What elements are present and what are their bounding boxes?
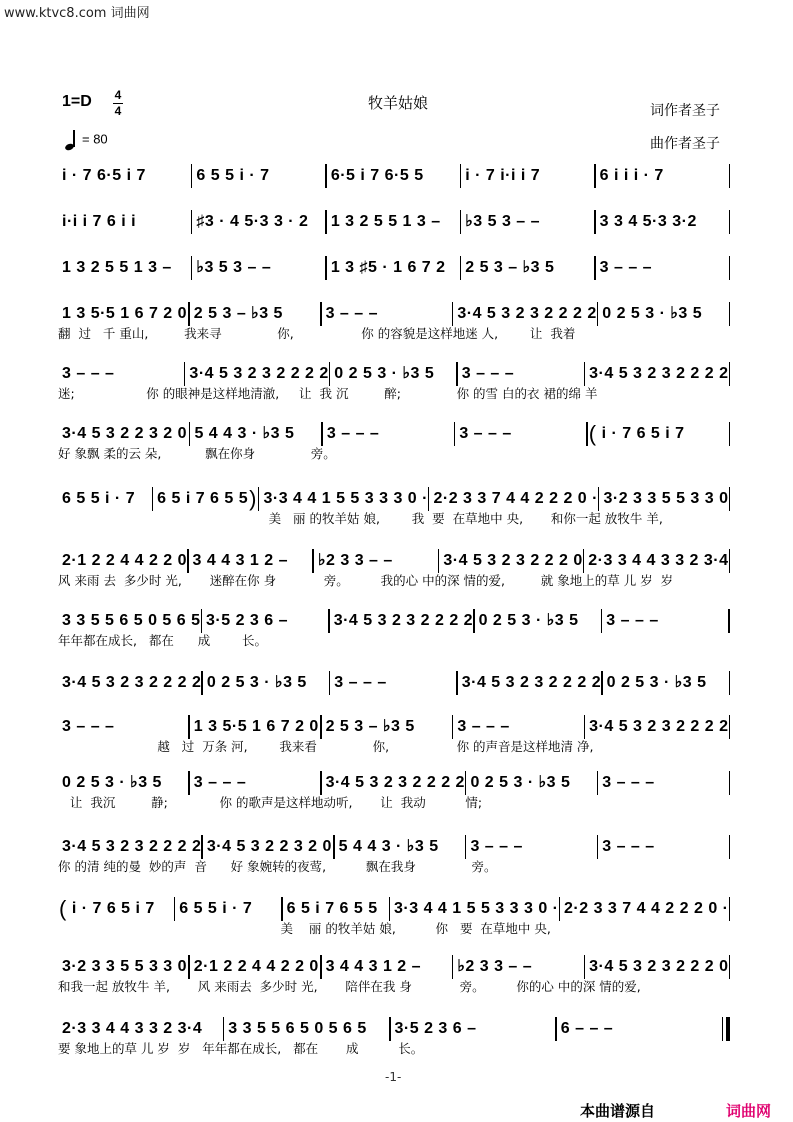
song-title: 牧羊姑娘 — [368, 94, 429, 112]
measure: 6 5 5 i · 7 — [196, 167, 270, 184]
notation-line — [58, 772, 730, 794]
notation-line — [58, 423, 730, 445]
measure: 2·1 2 2 4 4 2 2 0 — [193, 958, 319, 975]
repeat-open-paren: ( — [59, 896, 67, 921]
barline — [729, 715, 731, 739]
measure: 1 3 5·5 1 6 7 2 0 — [193, 718, 319, 735]
measure: 3·4 5 3 2 2 3 2 0 — [62, 425, 188, 442]
repeat-open-paren: ( — [588, 421, 597, 446]
barline — [729, 302, 731, 326]
measure: i · 7 i·i i 7 — [465, 167, 541, 184]
measure: 3·4 5 3 2 3 2 2 2 2 — [461, 674, 602, 691]
measure: i · 7 6 5 i 7 — [601, 425, 685, 442]
barline — [729, 671, 731, 695]
measure: 0 2 5 3 · ♭3 5 — [602, 305, 703, 322]
notation-line — [58, 257, 730, 279]
barline — [729, 256, 731, 280]
lyrics-line: 你 的清 纯的曼 妙的声 音 好 象婉转的夜莺, 飘在我身 旁。 — [58, 859, 497, 874]
time-signature-top: 4 — [114, 88, 122, 102]
lyrics-line: 迷; 你 的眼神是这样地清澈, 让 我 沉 醉; 你 的雪 白的衣 裙的绵 羊 — [58, 386, 598, 401]
barline — [729, 771, 731, 795]
barline — [729, 487, 731, 511]
site-watermark: www.ktvc8.com 词曲网 — [4, 6, 150, 21]
barline — [729, 210, 731, 234]
measure: 1 3 2 5 5 1 3 – — [62, 259, 172, 276]
measure: 2·3 3 4 4 3 3 2 3·4 — [62, 1020, 203, 1037]
notation-line — [58, 716, 730, 738]
lyrics-line: 风 来雨 去 多少时 光, 迷醉在你 身 旁。 我的心 中的深 情的爱, 就 象地上的草 儿 岁 岁 — [58, 573, 674, 588]
measure: 6 5 5 i · 7 — [179, 900, 253, 917]
composer: 曲作者圣子 — [650, 136, 720, 152]
measure: 0 2 5 3 · ♭3 5 — [606, 674, 707, 691]
measure: ♯3 · 4 5·3 3 · 2 — [196, 213, 309, 230]
measure: 1 3 2 5 5 1 3 – — [330, 213, 441, 230]
score-row — [58, 363, 730, 403]
measure: 3 3 5 5 6 5 0 5 6 5 — [228, 1020, 367, 1037]
measure: 3·4 5 3 2 3 2 2 2 0 — [589, 958, 729, 975]
measure: 6·5 i 7 6·5 5 — [330, 167, 424, 184]
measure: 0 2 5 3 · ♭3 5 — [62, 774, 162, 791]
measure: 0 2 5 3 · ♭3 5 — [470, 774, 571, 791]
measure: 0 2 5 3 · ♭3 5 — [478, 612, 579, 629]
barline — [729, 835, 731, 859]
measure: 6 – – – — [560, 1020, 614, 1037]
measure: 3 – – – — [602, 774, 655, 791]
score-row — [58, 956, 730, 996]
repeat-close-paren: ) — [249, 486, 257, 511]
measure: 6 5 i 7 6 5 5 — [157, 490, 249, 507]
notation-line — [58, 610, 730, 632]
score-row — [58, 211, 730, 233]
measure: ♭3 5 3 – – — [196, 259, 272, 276]
lyrics-line: 和我一起 放牧牛 羊, 风 来雨去 多少时 光, 陪伴在我 身 旁。 你的心 中的深 情的爱, — [58, 979, 641, 994]
measure: 3·4 5 3 2 3 2 2 2 2 — [589, 718, 729, 735]
measure: 3·2 3 3 5 5 3 3 0 — [62, 958, 188, 975]
measure: 3·4 5 3 2 3 2 2 2 2 — [457, 305, 597, 322]
measure: 2 5 3 – ♭3 5 — [325, 718, 415, 735]
lyrics-line: 美 丽 的牧羊姑 娘, 你 要 在草地中 央, — [58, 921, 551, 936]
tempo-marking — [65, 130, 108, 150]
measure: 0 2 5 3 · ♭3 5 — [206, 674, 307, 691]
measure: 3 – – – — [62, 718, 115, 735]
measure: 3 – – – — [334, 674, 387, 691]
measure: 3 – – – — [62, 365, 115, 382]
measure: 3 3 5 5 6 5 0 5 6 5 — [62, 612, 201, 629]
measure: i · 7 6 5 i 7 — [71, 900, 155, 917]
score-row — [58, 672, 730, 694]
key-signature: 1=D — [62, 93, 92, 110]
measure: 3 – – – — [602, 838, 655, 855]
barline — [728, 609, 730, 633]
brand-logo: 词曲网 — [726, 1102, 772, 1120]
measure: 3·3 4 4 1 5 5 3 3 3 0 · — [263, 490, 428, 507]
notation-line — [58, 165, 730, 187]
measure: 3·5 2 3 6 – — [394, 1020, 477, 1037]
tempo-value: = 80 — [82, 131, 108, 147]
measure: 3 – – – — [459, 425, 512, 442]
measure: 3·5 2 3 6 – — [206, 612, 288, 629]
time-signature — [112, 88, 124, 119]
lyrics-line: 要 象地上的草 儿 岁 岁 年年都在成长, 都在 成 长。 — [58, 1041, 424, 1056]
measure: 0 2 5 3 · ♭3 5 — [334, 365, 435, 382]
measure: ♭3 5 3 – – — [465, 213, 541, 230]
measure: 3 4 4 3 1 2 – — [325, 958, 422, 975]
measure: 3 4 4 3 1 2 – — [192, 552, 288, 569]
score-row — [58, 1018, 730, 1058]
measure: 2·3 3 4 4 3 3 2 3·4 — [588, 552, 729, 569]
measure: i·i i 7 6 i i — [62, 213, 137, 230]
measure: ♭2 3 3 – – — [317, 552, 393, 569]
measure: 3 – – – — [599, 259, 653, 276]
score-row — [58, 423, 730, 463]
score-row — [58, 257, 730, 279]
measure: 6 5 5 i · 7 — [62, 490, 136, 507]
measure: 3 3 4 5·3 3·2 — [599, 213, 697, 230]
source-label: 本曲谱源自 — [580, 1102, 656, 1120]
lyrics-line: 好 象飘 柔的云 朵, 飘在你身 旁。 — [58, 446, 336, 461]
lyrics-line: 越 过 万条 河, 我来看 你, 你 的声音是这样地清 净, — [58, 739, 594, 754]
measure: 3·4 5 3 2 3 2 2 2 2 — [62, 838, 202, 855]
score-row — [58, 165, 730, 187]
measure: 2·1 2 2 4 4 2 2 0 — [62, 552, 188, 569]
measure: 3·4 5 3 2 3 2 2 2 2 — [325, 774, 465, 791]
score-row — [58, 836, 730, 876]
barline — [729, 422, 731, 446]
notation-line — [58, 1018, 730, 1040]
barline — [729, 362, 731, 386]
score-row — [58, 303, 730, 343]
measure: 5 4 4 3 · ♭3 5 — [194, 425, 295, 442]
measure: 5 4 4 3 · ♭3 5 — [338, 838, 439, 855]
notation-line — [58, 836, 730, 858]
barline — [729, 955, 731, 979]
measure: 3 – – – — [457, 718, 510, 735]
measure: 1 3 5·5 1 6 7 2 0 — [62, 305, 188, 322]
measure: 3 – – – — [325, 305, 378, 322]
measure: 3·4 5 3 2 3 2 2 2 0 — [443, 552, 583, 569]
notation-line — [58, 550, 730, 572]
measure: 3·4 5 3 2 2 3 2 0 — [206, 838, 332, 855]
time-signature-bottom: 4 — [114, 104, 122, 118]
measure: 2·2 3 3 7 4 4 2 2 2 0 · — [564, 900, 729, 917]
measure: 6 5 i 7 6 5 5 — [286, 900, 378, 917]
barline — [729, 164, 731, 188]
score-row — [58, 610, 730, 650]
lyrics-line: 翻 过 千 重山, 我来寻 你, 你 的容貌是这样地迷 人, 让 我着 — [58, 326, 576, 341]
notation-line — [58, 898, 730, 920]
score-row — [58, 772, 730, 812]
measure: 3·4 5 3 2 3 2 2 2 2 — [62, 674, 202, 691]
measure: 3·2 3 3 5 5 3 3 0 — [603, 490, 729, 507]
page-number: -1- — [385, 1070, 402, 1084]
notation-line — [58, 956, 730, 978]
notation-line — [58, 488, 730, 510]
measure: 6 i i i · 7 — [599, 167, 664, 184]
lyrics-line: 让 我沉 静; 你 的歌声是这样地动听, 让 我动 情; — [58, 795, 483, 810]
final-barline — [726, 1017, 730, 1041]
measure: 3 – – – — [470, 838, 523, 855]
measure: 3 – – – — [461, 365, 515, 382]
notation-line — [58, 303, 730, 325]
measure: 3 – – – — [193, 774, 247, 791]
quarter-note-icon — [65, 130, 79, 150]
measure: 3·4 5 3 2 3 2 2 2 2 — [189, 365, 329, 382]
score-row — [58, 716, 730, 756]
measure: 2 5 3 – ♭3 5 — [465, 259, 555, 276]
measure: 3·4 5 3 2 3 2 2 2 2 — [589, 365, 729, 382]
barline — [722, 1017, 724, 1041]
score-row — [58, 898, 730, 938]
notation-line — [58, 211, 730, 233]
notation-line — [58, 672, 730, 694]
measure: 3·4 5 3 2 3 2 2 2 2 — [333, 612, 474, 629]
measure: 3 – – – — [606, 612, 659, 629]
lyrics-line: 美 丽 的牧羊姑 娘, 我 要 在草地中 央, 和你一起 放牧牛 羊, — [58, 511, 663, 526]
barline — [729, 897, 731, 921]
score-row — [58, 488, 730, 528]
barline — [729, 549, 731, 573]
measure: 3·3 4 4 1 5 5 3 3 3 0 · — [394, 900, 559, 917]
lyrics-line: 年年都在成长, 都在 成 长。 — [58, 633, 268, 648]
measure: ♭2 3 3 – – — [457, 958, 533, 975]
measure: 3 – – – — [326, 425, 380, 442]
score-row — [58, 550, 730, 590]
notation-line — [58, 363, 730, 385]
measure: 2·2 3 3 7 4 4 2 2 2 0 · — [433, 490, 598, 507]
lyricist: 词作者圣子 — [650, 103, 720, 119]
measure: 1 3 ♯5 · 1 6 7 2 — [330, 259, 446, 276]
measure: 2 5 3 – ♭3 5 — [193, 305, 283, 322]
measure: i · 7 6·5 i 7 — [62, 167, 146, 184]
